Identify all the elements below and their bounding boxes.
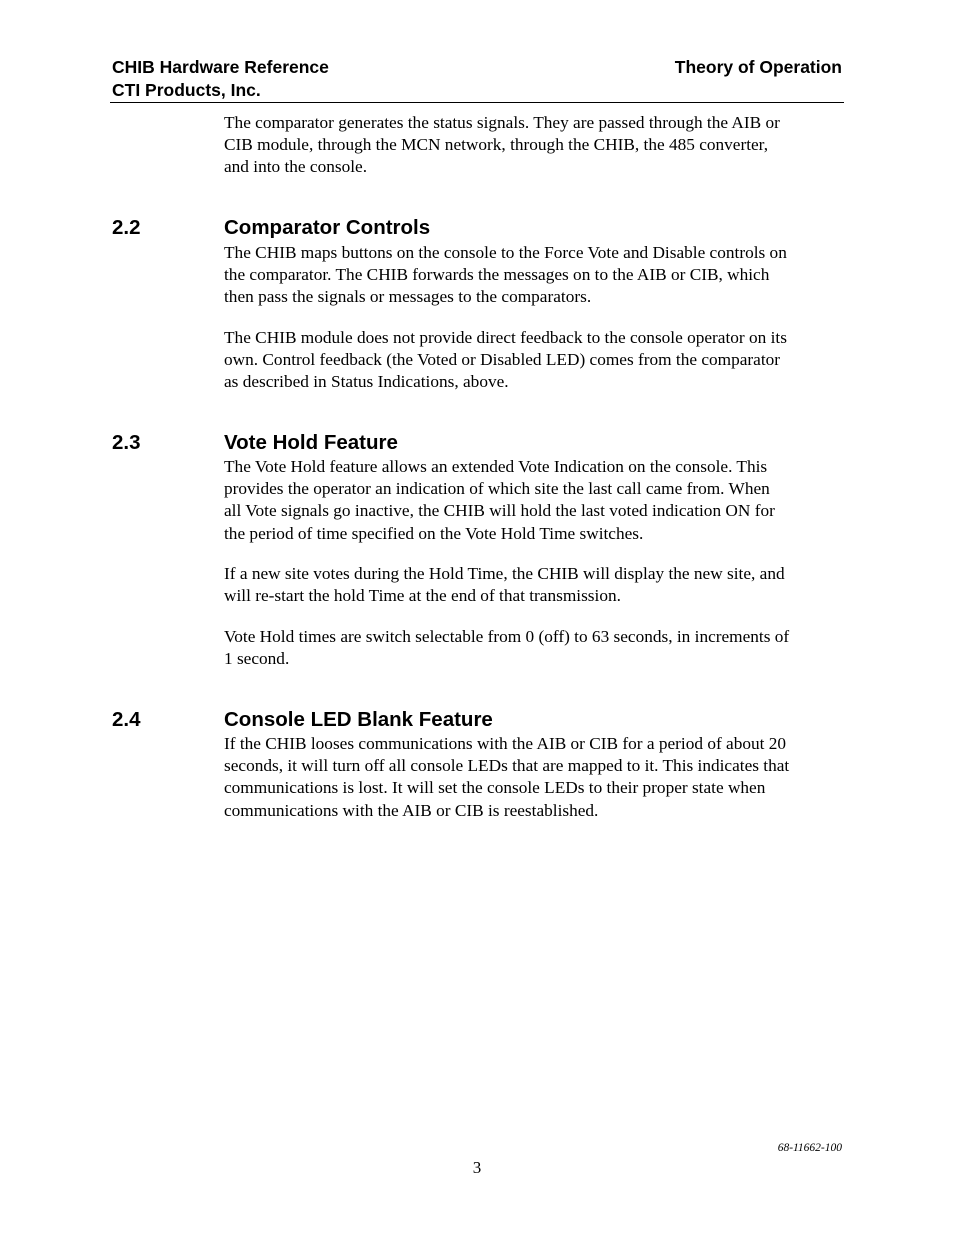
document-number: 68-11662-100 — [777, 1142, 842, 1154]
text-line: 1 second. — [224, 649, 290, 669]
text-line: seconds, it will turn off all console LEDs that are mapped to it. This indicates that — [224, 756, 790, 776]
header-divider — [110, 102, 844, 103]
section-heading-console-led-blank-feature: Console LED Blank Feature — [224, 708, 493, 731]
text-line: CIB module, through the MCN network, through the CHIB, the 485 converter, — [224, 135, 769, 155]
section-2-3-paragraph-3 — [224, 626, 844, 670]
section-2-3-paragraph-1 — [224, 456, 844, 545]
section-2-2-paragraph-1 — [224, 242, 844, 309]
section-number-2-4: 2.4 — [112, 708, 141, 731]
text-line: own. Control feedback (the Voted or Disabled LED) comes from the comparator — [224, 350, 781, 370]
section-heading-comparator-controls: Comparator Controls — [224, 216, 431, 239]
section-2-2-paragraph-2 — [224, 327, 844, 394]
section-2-3-paragraph-2 — [224, 563, 844, 607]
text-line: If the CHIB looses communications with the AIB or CIB for a period of about 20 — [224, 734, 787, 753]
text-line: communications is lost. It will set the console LEDs to their proper state when — [224, 778, 766, 798]
section-2-4-paragraph-1 — [224, 733, 844, 822]
text-line: Vote Hold times are switch selectable from 0 (off) to 63 seconds, in increments of — [224, 627, 790, 646]
section-heading-vote-hold-feature: Vote Hold Feature — [224, 431, 398, 454]
text-line: the comparator. The CHIB forwards the messages on to the AIB or CIB, which — [224, 265, 770, 285]
text-line: then pass the signals or messages to the comparators. — [224, 287, 592, 307]
header-company-name: CTI Products, Inc. — [112, 80, 261, 100]
text-line: The Vote Hold feature allows an extended Vote Indication on the console. This — [224, 457, 768, 476]
page-number: 3 — [472, 1158, 482, 1177]
text-line: all Vote signals go inactive, the CHIB will hold the last voted indication ON for — [224, 501, 775, 521]
text-line: The CHIB maps buttons on the console to the Force Vote and Disable controls on — [224, 243, 787, 262]
text-line: will re-start the hold Time at the end of that transmission. — [224, 586, 621, 606]
text-line: the period of time specified on the Vote Hold Time switches. — [224, 523, 644, 543]
text-line: The CHIB module does not provide direct feedback to the console operator on its — [224, 328, 787, 347]
intro-paragraph — [224, 112, 844, 179]
text-line: and into the console. — [224, 157, 368, 177]
text-line: as described in Status Indications, above. — [224, 372, 509, 392]
section-number-2-2: 2.2 — [112, 216, 141, 239]
text-line: communications with the AIB or CIB is reestablished. — [224, 800, 599, 820]
text-line: provides the operator an indication of which site the last call came from. When — [224, 479, 770, 499]
header-document-title: CHIB Hardware Reference — [112, 57, 329, 77]
section-number-2-3: 2.3 — [112, 431, 141, 454]
text-line: The comparator generates the status signals. They are passed through the AIB or — [224, 113, 780, 132]
text-line: If a new site votes during the Hold Time, the CHIB will display the new site, and — [224, 564, 785, 583]
header-chapter-title: Theory of Operation — [674, 57, 842, 77]
